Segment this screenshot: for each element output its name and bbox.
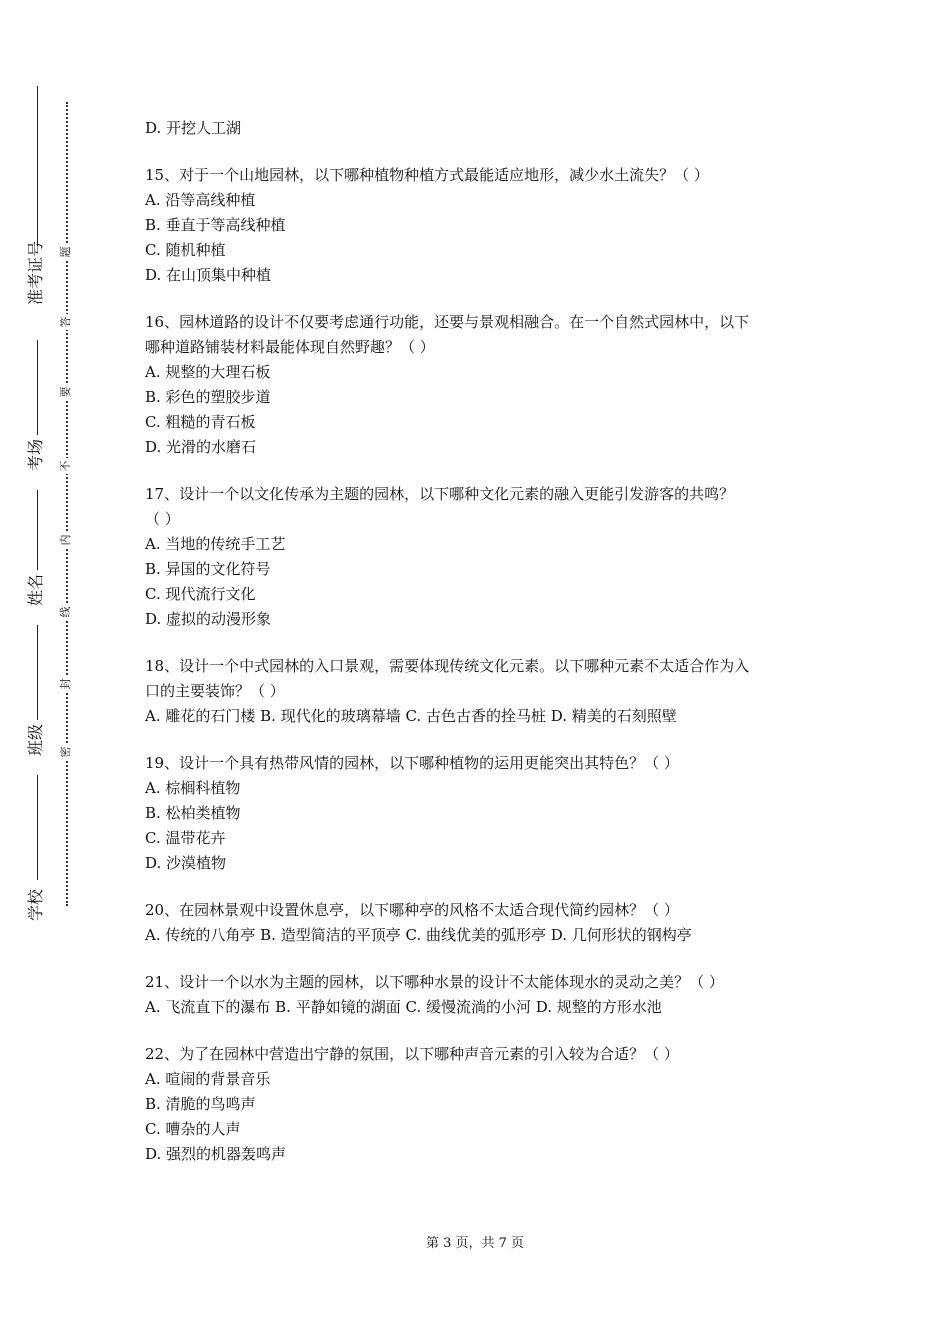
question-block [145,163,815,288]
binding-line [37,86,38,246]
question-line: D. 强烈的机器轰鸣声 [145,1145,287,1163]
question-line: 16、园林道路的设计不仅要考虑通行功能，还要与景观相融合。在一个自然式园林中，以下 [145,313,750,331]
seal-char: 不 [58,458,74,474]
question-line: 21、设计一个以水为主题的园林，以下哪种水景的设计不太能体现水的灵动之美？（ ） [145,973,724,991]
seal-char: 要 [58,384,74,400]
seal-dotted-line [66,102,68,906]
question-line: A. 棕榈科植物 [145,779,241,797]
question-block [145,751,815,876]
question-line: A. 沿等高线种植 [145,191,256,209]
question-line: C. 嘈杂的人声 [145,1120,241,1138]
question-line: 22、为了在园林中营造出宁静的氛围，以下哪种声音元素的引入较为合适？（ ） [145,1045,679,1063]
question-line: A. 雕花的石门楼 B. 现代化的玻璃幕墙 C. 古色古香的拴马桩 D. 精美的石刻照壁 [145,707,677,725]
question-line: B. 垂直于等高线种植 [145,216,286,234]
question-line: 19、设计一个具有热带风情的园林，以下哪种植物的运用更能突出其特色？（ ） [145,754,679,772]
class-label: 班级 [26,724,45,757]
question-line: 20、在园林景观中设置休息亭，以下哪种亭的风格不太适合现代简约园林？（ ） [145,901,679,919]
seal-char: 线 [58,604,74,620]
question-line: A. 飞流直下的瀑布 B. 平静如镜的湖面 C. 缓慢流淌的小河 D. 规整的方形水池 [145,998,662,1016]
question-block [145,116,815,141]
question-line: A. 喧闹的背景音乐 [145,1070,271,1088]
binding-line [37,625,38,720]
question-line: B. 异国的文化符号 [145,560,271,578]
question-block [145,1042,815,1167]
question-line: D. 虚拟的动漫形象 [145,610,272,628]
question-block [145,654,815,729]
question-line: A. 规整的大理石板 [145,363,271,381]
seal-char: 密 [58,744,74,760]
binding-line [37,775,38,880]
question-line: 15、对于一个山地园林，以下哪种植物种植方式最能适应地形，减少水土流失？（ ） [145,166,709,184]
question-line: D. 沙漠植物 [145,854,227,872]
exam-id-label: 准考证号 [26,240,45,305]
question-line: 17、设计一个以文化传承为主题的园林，以下哪种文化元素的融入更能引发游客的共鸣？ [145,485,735,503]
question-line: C. 粗糙的青石板 [145,413,256,431]
seal-char: 题 [58,244,74,260]
question-line: （ ） [145,510,180,528]
question-line: B. 松柏类植物 [145,804,241,822]
question-line: 口的主要装饰？（ ） [145,682,285,700]
name-label: 姓名 [26,574,45,607]
seal-char: 内 [58,532,74,548]
seal-char: 答 [58,314,74,330]
question-line: C. 现代流行文化 [145,585,256,603]
question-line: D. 在山顶集中种植 [145,266,272,284]
question-line: C. 随机种植 [145,241,226,259]
binding-line [37,490,38,570]
question-line: C. 温带花卉 [145,829,226,847]
question-line: D. 开挖人工湖 [145,119,242,137]
seal-char: 封 [58,676,74,692]
question-line: B. 清脆的鸟鸣声 [145,1095,256,1113]
school-label: 学校 [26,889,45,922]
page-footer: 第 3 页，共 7 页 [425,1236,525,1251]
question-line: 哪种道路铺装材料最能体现自然野趣？（ ） [145,338,435,356]
question-block [145,898,815,948]
question-list [145,116,815,1167]
question-line: D. 光滑的水磨石 [145,438,257,456]
question-line: A. 当地的传统手工艺 [145,535,286,553]
exam-room-label: 考场 [26,439,45,472]
question-block [145,310,815,460]
question-line: A. 传统的八角亭 B. 造型简洁的平顶亭 C. 曲线优美的弧形亭 D. 几何形状的钢构亭 [145,926,692,944]
question-line: B. 彩色的塑胶步道 [145,388,271,406]
question-block [145,482,815,632]
binding-line [37,340,38,435]
question-block [145,970,815,1020]
question-line: 18、设计一个中式园林的入口景观，需要体现传统文化元素。以下哪种元素不太适合作为入 [145,657,750,675]
